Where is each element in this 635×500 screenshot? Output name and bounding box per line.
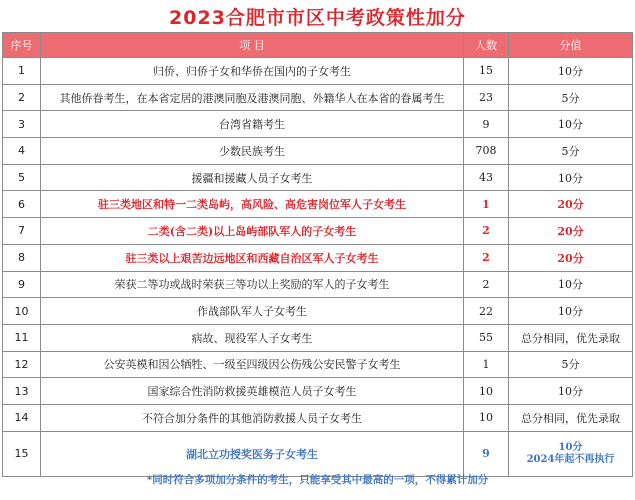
row-points: 5分	[509, 138, 633, 165]
row-seq: 11	[3, 324, 41, 351]
row-seq: 12	[3, 351, 41, 378]
row-seq: 2	[3, 84, 41, 111]
row-points: 10分	[558, 441, 583, 453]
table-header-row	[3, 33, 633, 58]
table-row	[3, 138, 633, 165]
row-count: 22	[464, 298, 509, 325]
table-row	[3, 324, 633, 351]
bonus-points-table	[2, 32, 633, 477]
row-count: 9	[464, 111, 509, 138]
row-seq: 3	[3, 111, 41, 138]
row-item: 归侨、归侨子女和华侨在国内的子女考生	[41, 58, 464, 85]
row-seq: 8	[3, 244, 41, 271]
row-points: 5分	[509, 351, 633, 378]
row-item: 驻三类以上艰苦边远地区和西藏自治区军人子女考生	[41, 244, 464, 271]
row-count: 55	[464, 324, 509, 351]
row-points: 20分	[509, 191, 633, 218]
row-count: 9	[464, 431, 509, 476]
table-row-highlighted	[3, 244, 633, 271]
row-count: 1	[464, 191, 509, 218]
header-points: 分值	[509, 33, 633, 58]
row-item: 台湾省籍考生	[41, 111, 464, 138]
table-row	[3, 378, 633, 405]
row-seq: 15	[3, 431, 41, 476]
row-points: 10分	[509, 58, 633, 85]
table-row	[3, 84, 633, 111]
row-count: 15	[464, 58, 509, 85]
row-count: 10	[464, 378, 509, 405]
row-item: 病故、现役军人子女考生	[41, 324, 464, 351]
row-item: 其他侨眷考生，在本省定居的港澳同胞及港澳同胞、外籍华人在本省的眷属考生	[41, 84, 464, 111]
table-row-blue	[3, 431, 633, 476]
row-points: 20分	[509, 244, 633, 271]
table-row	[3, 164, 633, 191]
row-count: 43	[464, 164, 509, 191]
row-item: 作战部队军人子女考生	[41, 298, 464, 325]
row-points: 总分相同，优先录取	[509, 404, 633, 431]
row-seq: 14	[3, 404, 41, 431]
table-row-highlighted	[3, 191, 633, 218]
row-item: 湖北立功授奖医务子女考生	[41, 431, 464, 476]
header-item: 项 目	[41, 33, 464, 58]
row-item: 不符合加分条件的其他消防救援人员子女考生	[41, 404, 464, 431]
row-item: 荣获二等功或战时荣获三等功以上奖励的军人的子女考生	[41, 271, 464, 298]
row-count: 2	[464, 244, 509, 271]
row-item: 驻三类地区和特一二类岛屿，高风险、高危害岗位军人子女考生	[41, 191, 464, 218]
footnote: *同时符合多项加分条件的考生，只能享受其中最高的一项，不得累计加分	[146, 474, 489, 486]
row-points: 20分	[509, 218, 633, 245]
row-seq: 13	[3, 378, 41, 405]
row-item: 援疆和援藏人员子女考生	[41, 164, 464, 191]
row-count: 2	[464, 218, 509, 245]
row-item: 公安英模和因公牺牲、一级至四级因公伤残公安民警子女考生	[41, 351, 464, 378]
row-seq: 1	[3, 58, 41, 85]
table-row	[3, 351, 633, 378]
row-points: 10分	[509, 111, 633, 138]
table-row	[3, 298, 633, 325]
row-points-note: 2024年起不再执行	[526, 453, 615, 465]
row-seq: 10	[3, 298, 41, 325]
row-seq: 9	[3, 271, 41, 298]
row-points: 10分	[509, 271, 633, 298]
row-points-cell	[509, 431, 633, 476]
row-points: 5分	[509, 84, 633, 111]
row-seq: 6	[3, 191, 41, 218]
row-points: 总分相同，优先录取	[509, 324, 633, 351]
table-row-highlighted	[3, 218, 633, 245]
row-count: 23	[464, 84, 509, 111]
row-count: 10	[464, 404, 509, 431]
row-seq: 7	[3, 218, 41, 245]
row-seq: 5	[3, 164, 41, 191]
row-item: 国家综合性消防救援英雄模范人员子女考生	[41, 378, 464, 405]
row-count: 2	[464, 271, 509, 298]
table-row	[3, 58, 633, 85]
row-count: 1	[464, 351, 509, 378]
row-count: 708	[464, 138, 509, 165]
header-seq: 序号	[3, 33, 41, 58]
page-title: 2023合肥市市区中考政策性加分	[169, 6, 466, 29]
table-row	[3, 111, 633, 138]
row-item: 二类(含二类)以上岛屿部队军人的子女考生	[41, 218, 464, 245]
row-seq: 4	[3, 138, 41, 165]
header-count: 人数	[464, 33, 509, 58]
row-item: 少数民族考生	[41, 138, 464, 165]
row-points: 10分	[509, 378, 633, 405]
table-row	[3, 404, 633, 431]
row-points: 10分	[509, 164, 633, 191]
table-row	[3, 271, 633, 298]
row-points: 10分	[509, 298, 633, 325]
